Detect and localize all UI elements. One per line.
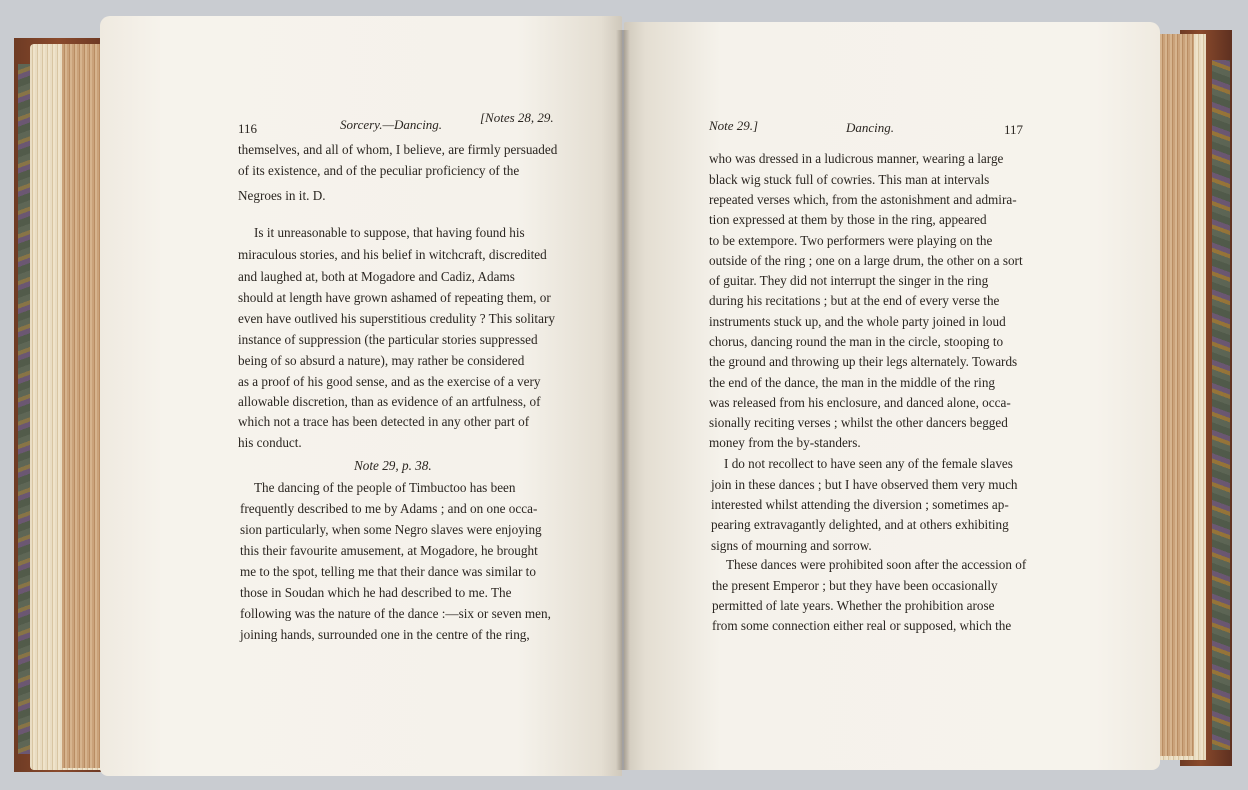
right-text-line: sionally reciting verses ; whilst the other dancers begged: [709, 415, 1008, 430]
right-notes-reference: Note 29.]: [709, 118, 759, 133]
left-text-line: frequently described to me by Adams ; and on one occa-: [240, 501, 538, 516]
right-text-line: the end of the dance, the man in the middle of the ring: [709, 375, 996, 390]
left-text-line: themselves, and all of whom, I believe, are firmly persuaded: [238, 142, 558, 157]
right-text-line: tion expressed at them by those in the ring, appeared: [709, 212, 987, 227]
left-text-line: and laughed at, both at Mogadore and Cadiz, Adams: [238, 269, 515, 284]
left-text-line: his conduct.: [238, 435, 302, 450]
right-text-line: black wig stuck full of cowries. This man at intervals: [709, 172, 990, 187]
right-gilt-edges: [1160, 34, 1194, 756]
right-marbled-endpaper: [1212, 60, 1230, 750]
left-text-line: instance of suppression (the particular stories suppressed: [238, 332, 538, 347]
right-text-line: signs of mourning and sorrow.: [711, 538, 872, 553]
right-text-line: of guitar. They did not interrupt the singer in the ring: [709, 273, 989, 288]
left-text-line: even have outlived his superstitious credulity ? This solitary: [238, 311, 555, 326]
left-text-line: Negroes in it. D.: [238, 188, 326, 203]
right-text-line: interested whilst attending the diversion ; sometimes ap-: [711, 497, 1009, 512]
right-text-line: join in these dances ; but I have observed them very much: [711, 477, 1018, 492]
left-text-line: me to the spot, telling me that their dance was similar to: [240, 564, 536, 579]
book-gutter: [616, 30, 630, 770]
left-text-line: which not a trace has been detected in any other part of: [238, 414, 530, 429]
left-text-line: of its existence, and of the peculiar proficiency of the: [238, 163, 520, 178]
left-text-line: Is it unreasonable to suppose, that having found his: [254, 225, 525, 240]
right-text-line: repeated verses which, from the astonishment and admira-: [709, 192, 1017, 207]
left-text-line: should at length have grown ashamed of repeating them, or: [238, 290, 551, 305]
left-text-line: this their favourite amusement, at Mogadore, he brought: [240, 543, 538, 558]
left-text-line: The dancing of the people of Timbuctoo has been: [254, 480, 516, 495]
right-text-line: instruments stuck up, and the whole party joined in loud: [709, 314, 1006, 329]
right-text-line: I do not recollect to have seen any of the female slaves: [724, 456, 1013, 471]
left-text-line: miraculous stories, and his belief in witchcraft, discredited: [238, 247, 547, 262]
left-text-line: following was the nature of the dance :—six or seven men,: [240, 606, 551, 621]
right-text-line: the ground and throwing up their legs alternately. Towards: [709, 354, 1018, 369]
right-text-line: money from the by-standers.: [709, 435, 861, 450]
right-text-line: These dances were prohibited soon after the accession of: [726, 557, 1027, 572]
right-text-line: from some connection either real or supposed, which the: [712, 618, 1012, 633]
right-text-line: who was dressed in a ludicrous manner, wearing a large: [709, 151, 1004, 166]
right-text-line: chorus, dancing round the man in the circle, stooping to: [709, 334, 1004, 349]
right-text-line: to be extempore. Two performers were playing on the: [709, 233, 993, 248]
right-text-line: the present Emperor ; but they have been occasionally: [712, 578, 998, 593]
right-text-line: permitted of late years. Whether the prohibition arose: [712, 598, 995, 613]
left-gilt-edges: [62, 44, 102, 768]
right-text-line: outside of the ring ; one on a large drum, the other on a sort: [709, 253, 1023, 268]
left-page-number: 116: [238, 121, 258, 136]
left-text-line: being of so absurd a nature), may rather be considered: [238, 353, 525, 368]
right-page-number: 117: [1004, 122, 1024, 137]
right-text-line: during his recitations ; but at the end of every verse the: [709, 293, 1000, 308]
note-heading: Note 29, p. 38.: [354, 458, 432, 473]
left-text-line: allowable discretion, than as evidence of an artfulness, of: [238, 394, 541, 409]
left-text-line: sion particularly, when some Negro slaves were enjoying: [240, 522, 542, 537]
left-running-title: Sorcery.—Dancing.: [340, 117, 443, 132]
left-text-line: joining hands, surrounded one in the centre of the ring,: [240, 627, 530, 642]
left-text-line: as a proof of his good sense, and as the exercise of a very: [238, 374, 541, 389]
right-running-title: Dancing.: [846, 120, 895, 135]
right-text-line: was released from his enclosure, and danced alone, occa-: [709, 395, 1011, 410]
right-text-line: pearing extravagantly delighted, and at others exhibiting: [711, 517, 1009, 532]
left-text-line: those in Soudan which he had described to me. The: [240, 585, 512, 600]
left-notes-reference: [Notes 28, 29.: [480, 110, 554, 125]
